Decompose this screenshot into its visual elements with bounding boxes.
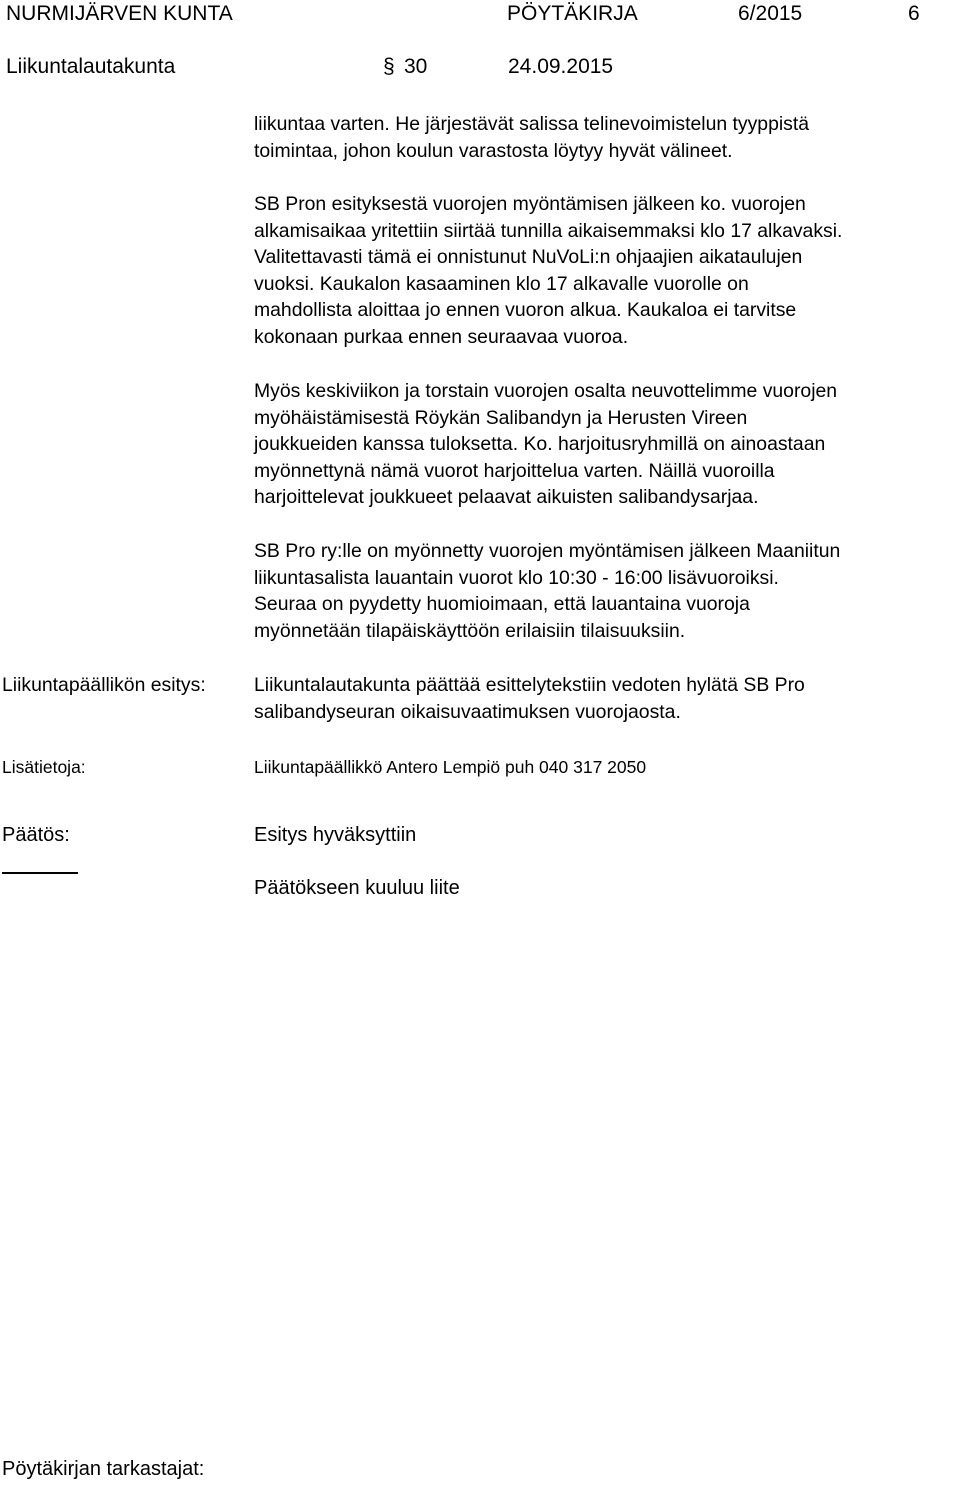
document-number: 6/2015	[738, 2, 803, 25]
section-number: 30	[404, 55, 428, 78]
paragraph-line: myönnetään tilapäiskäyttöön erilaisiin tilaisuuksiin.	[254, 619, 686, 642]
proposal-text	[254, 672, 805, 725]
paragraph-line: liikuntaa varten. He järjestävät salissa telinevoimistelun tyyppistä	[254, 113, 810, 135]
page-number: 6	[908, 2, 920, 25]
proposal-line: salibandyseuran oikaisuvaatimuksen vuorojaosta.	[254, 700, 681, 723]
paragraph-line: toimintaa, johon koulun varastosta löytyy hyvät välineet.	[254, 139, 733, 162]
paragraph-line: mahdollista aloittaa jo ennen vuoron alkua. Kaukaloa ei tarvitse	[254, 299, 797, 322]
paragraph-2	[254, 191, 842, 351]
paragraph-line: SB Pro ry:lle on myönnetty vuorojen myöntämisen jälkeen Maaniitun	[254, 540, 841, 562]
paragraph-line: Valitettavasti tämä ei onnistunut NuVoLi:n ohjaajien aikataulujen	[254, 246, 803, 269]
info-label: Lisätietoja:	[2, 757, 86, 777]
paragraph-4	[254, 538, 840, 644]
paragraph-line: myönnettynä nämä vuorot harjoittelua varten. Näillä vuoroilla	[254, 459, 775, 482]
paragraph-line: kokonaan purkaa ennen seuraavaa vuoroa.	[254, 325, 629, 348]
municipality-name: NURMIJÄRVEN KUNTA	[6, 2, 233, 25]
info-contact: Liikuntapäällikkö Antero Lempiö puh 040 317 2050	[254, 757, 647, 777]
decision-result: Esitys hyväksyttiin	[254, 824, 417, 846]
paragraph-3	[254, 378, 837, 511]
paragraph-line: joukkueiden kanssa tuloksetta. Ko. harjoitusryhmillä on ainoastaan	[254, 433, 826, 456]
paragraph-line: Seuraa on pyydetty huomioimaan, että lauantaina vuoroja	[254, 593, 750, 616]
paragraph-1	[254, 111, 809, 164]
decision-underline	[2, 872, 78, 874]
proposal-line: Liikuntalautakunta päättää esittelytekstiin vedoten hylätä SB Pro	[254, 674, 805, 696]
paragraph-line: SB Pron esityksestä vuorojen myöntämisen jälkeen ko. vuorojen	[254, 193, 806, 215]
paragraph-line: liikuntasalista lauantain vuorot klo 10:30 - 16:00 lisävuoroiksi.	[254, 566, 779, 589]
board-name: Liikuntalautakunta	[6, 55, 176, 78]
paragraph-line: Myös keskiviikon ja torstain vuorojen osalta neuvottelimme vuorojen	[254, 380, 838, 402]
proposal-label: Liikuntapäällikön esitys:	[2, 674, 206, 696]
section-symbol: §	[383, 55, 395, 78]
decision-label: Päätös:	[2, 824, 70, 846]
paragraph-line: harjoittelevat joukkueet pelaavat aikuisten salibandysarjaa.	[254, 486, 759, 509]
reviewers-label: Pöytäkirjan tarkastajat:	[2, 1458, 205, 1480]
paragraph-line: myöhäistämisestä Röykän Salibandyn ja Herusten Vireen	[254, 406, 748, 429]
document-type: PÖYTÄKIRJA	[507, 2, 638, 25]
meeting-date: 24.09.2015	[508, 55, 614, 78]
paragraph-line: vuoksi. Kaukalon kasaaminen klo 17 alkavalle vuorolle on	[254, 272, 749, 295]
decision-attachment: Päätökseen kuuluu liite	[254, 877, 460, 899]
paragraph-line: alkamisaikaa yritettiin siirtää tunnilla aikaisemmaksi klo 17 alkavaksi.	[254, 219, 843, 242]
